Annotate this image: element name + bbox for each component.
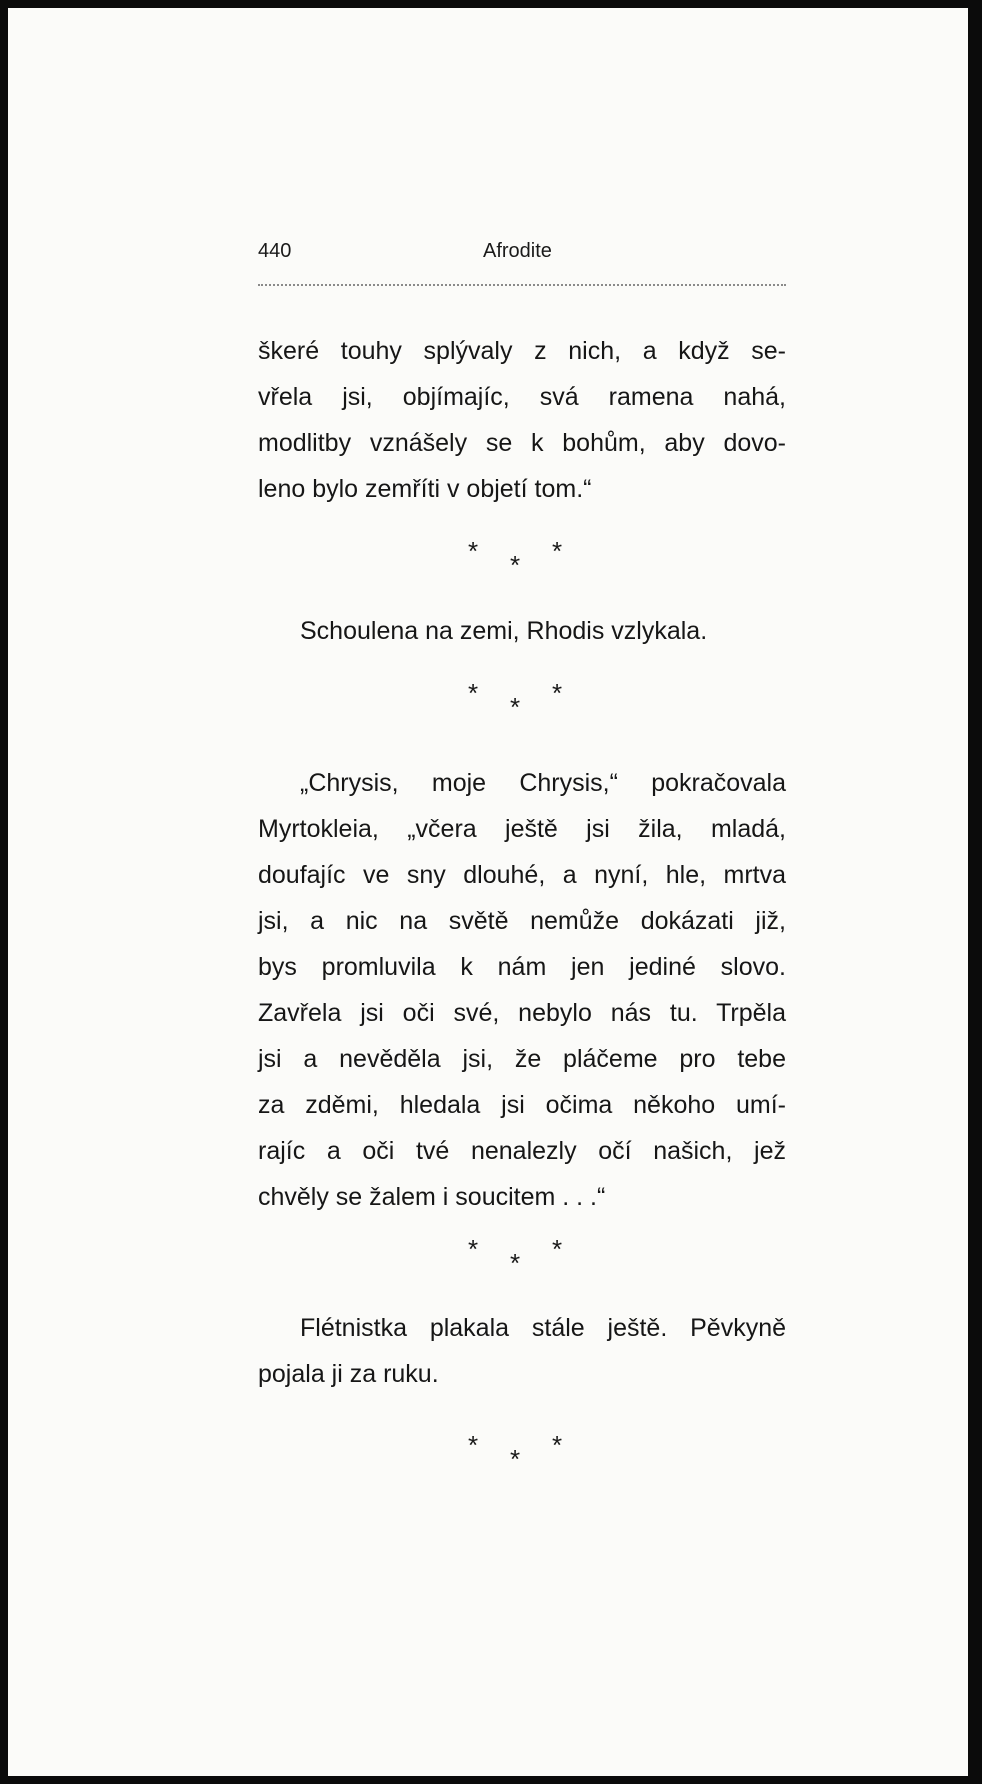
text-line: „Chrysis, moje Chrysis,“ pokračovala [300,769,786,797]
section-break-1 [468,536,572,580]
header-divider [258,284,786,286]
text-line: rajíc a oči tvé nenalezly očí našich, jež [258,1137,786,1165]
asterisk-icon: * [510,692,521,722]
section-break-4 [468,1430,572,1474]
text-line: Flétnistka plakala stále ještě. Pěvkyně [300,1314,786,1342]
text-line: jsi, a nic na světě nemůže dokázati již, [258,907,786,935]
asterisk-icon: * [552,1234,563,1264]
paragraph-1 [258,328,786,512]
paragraph-2: Schoulena na zemi, Rhodis vzlykala. [300,617,708,645]
page-header [258,240,786,272]
asterisk-icon: * [468,1234,479,1264]
asterisk-icon: * [552,1430,563,1460]
asterisk-icon: * [552,536,563,566]
asterisk-icon: * [468,536,479,566]
page-number: 440 [258,240,292,262]
asterisk-icon: * [468,678,479,708]
text-line: pojala ji za ruku. [258,1360,439,1388]
text-line: Zavřela jsi oči své, nebylo nás tu. Trpěla [258,999,786,1027]
asterisk-icon: * [510,1248,521,1278]
paragraph-3 [258,760,786,1220]
section-break-2 [468,678,572,722]
asterisk-icon: * [510,550,521,580]
asterisk-icon: * [468,1430,479,1460]
asterisk-icon: * [552,678,563,708]
text-line: bys promluvila k nám jen jediné slovo. [258,953,786,981]
text-line: doufajíc ve sny dlouhé, a nyní, hle, mrtva [258,861,786,889]
text-line: škeré touhy splývaly z nich, a když se- [258,337,786,365]
text-line: za zděmi, hledala jsi očima někoho umí- [258,1091,786,1119]
text-line: Myrtokleia, „včera ještě jsi žila, mladá, [258,815,786,843]
text-line: modlitby vznášely se k bohům, aby dovo- [258,429,786,457]
text-line: chvěly se žalem i soucitem . . .“ [258,1183,606,1211]
text-line: leno bylo zemříti v objetí tom.“ [258,475,592,503]
text-line: jsi a nevěděla jsi, že pláčeme pro tebe [258,1045,786,1073]
text-line: vřela jsi, objímajíc, svá ramena nahá, [258,383,786,411]
running-title: Afrodite [483,240,552,262]
asterisk-icon: * [510,1444,521,1474]
section-break-3 [468,1234,572,1278]
paragraph-4 [258,1305,786,1397]
